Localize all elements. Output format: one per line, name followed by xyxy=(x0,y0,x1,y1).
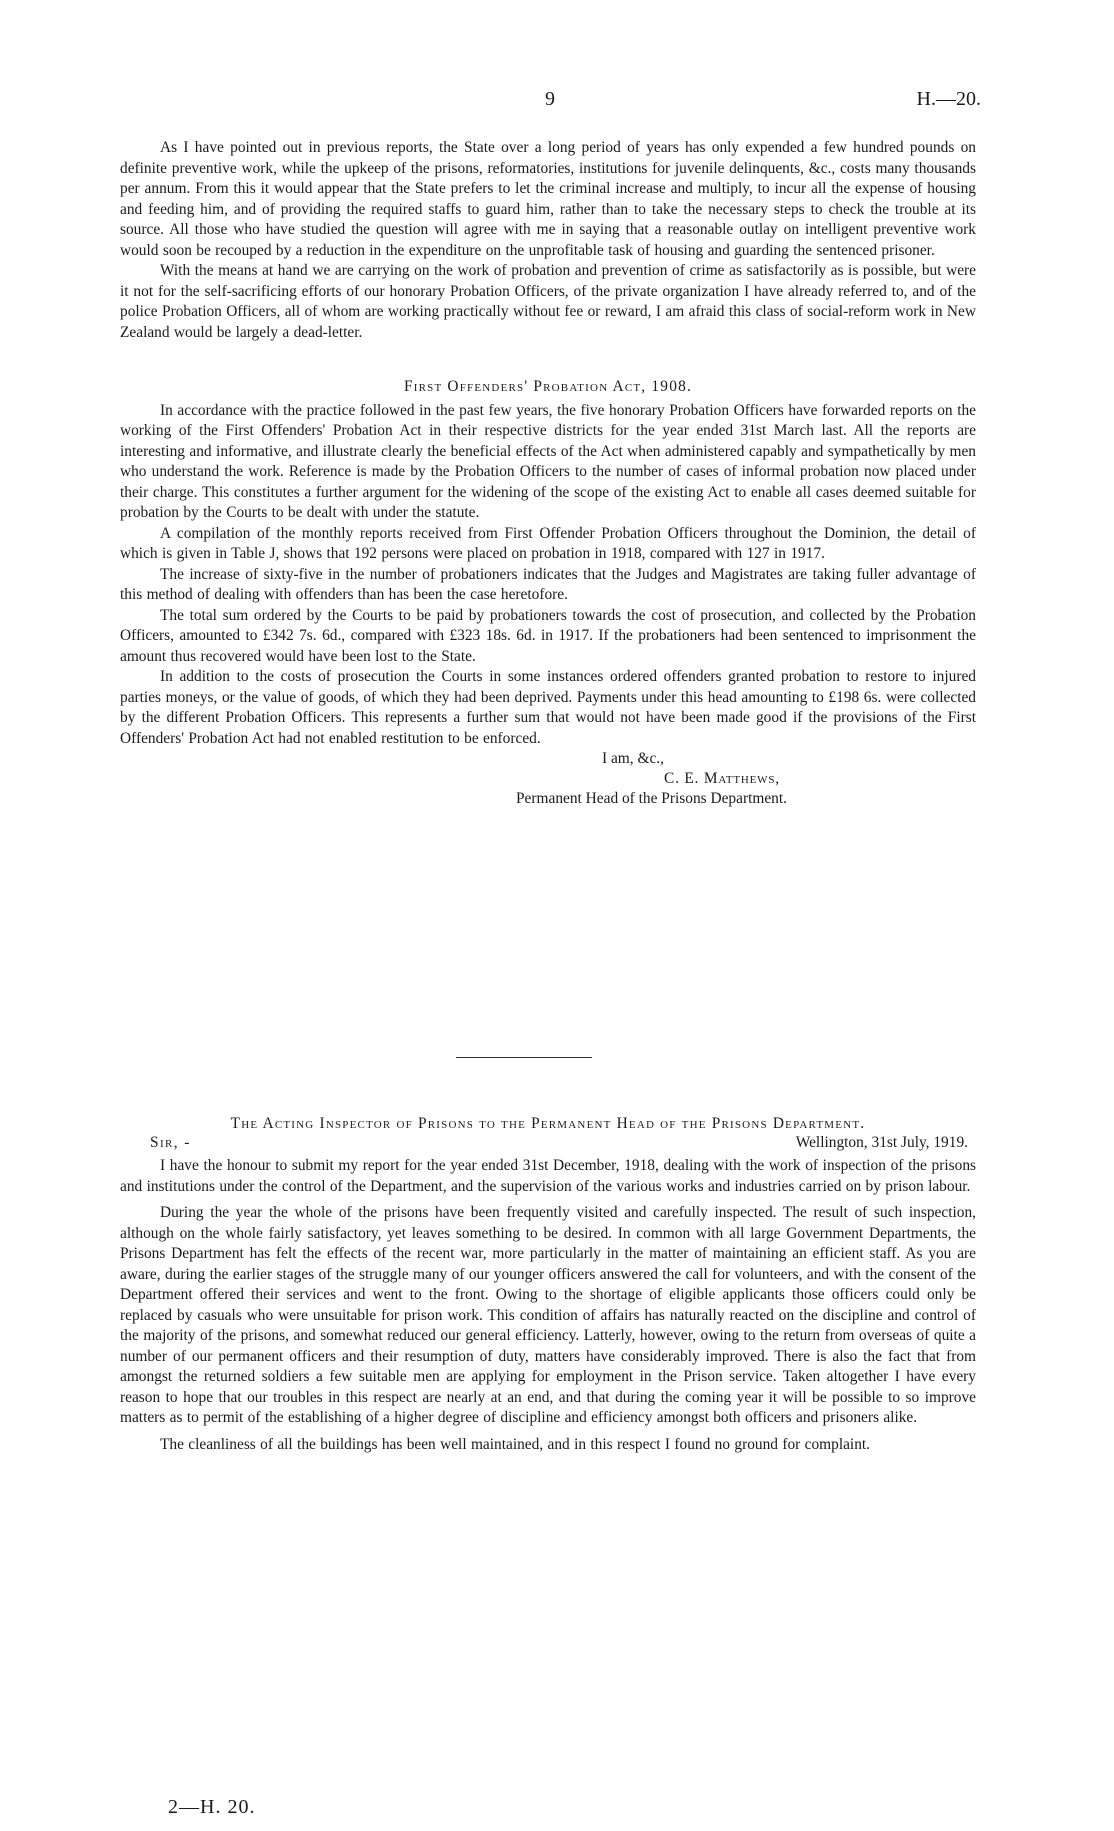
paragraph: I have the honour to submit my report for the year ended 31st December, 1918, dealing with the work of inspection of the prisons and institutions under the control of the Department, and the supervision of the various works and industries carried on by prison labour. xyxy=(120,1157,976,1195)
paragraph: During the year the whole of the prisons have been frequently visited and carefully inspected. The result of such inspection, although on the whole fairly satisfactory, yet leaves something to be desired. In common with all large Government Departments, the Prisons Department has felt the effects of the recent war, more particularly in the matter of maintaining an efficient staff. As you are aware, during the earlier stages of the struggle many of our younger officers answered the call for volunteers, and with the consent of the Department offered their services and went to the front. Owing to the shortage of eligible applicants those officers could only be replaced by casuals who were unsuitable for prison work. This condition of affairs has naturally reacted on the discipline and control of the majority of the prisons, and somewhat reduced our general efficiency. Latterly, however, owing to the return from overseas of quite a number of our permanent officers and their resumption of duty, matters have considerably improved. There is also the fact that from amongst the returned soldiers a few suitable men are applying for employment in the Prison service. Taken altogether I have every reason to hope that our troubles in this respect are nearly at an end, and that during the coming year it will be possible to so improve matters as to permit of the establishing of a higher degree of discipline and efficiency amongst both officers and prisoners alike. xyxy=(120,1204,976,1426)
paragraph: The cleanliness of all the buildings has been well maintained, and in this respect I found no ground for complaint. xyxy=(160,1435,871,1453)
report-section-second xyxy=(120,1134,976,1455)
signature-name: C. E. Matthews, xyxy=(664,770,780,787)
section-heading: First Offenders' Probation Act, 1908. xyxy=(403,378,693,395)
report-section-first xyxy=(120,138,976,809)
paragraph: With the means at hand we are carrying on the work of probation and prevention of crime as satisfactorily as is possible, but were it not for the self-sacrificing efforts of our honorary Probation Officers, of the private organization I have already referred to, and of the police Probation Officers, all of whom are working practically without fee or reward, I am afraid this class of social-reform work in New Zealand would be largely a dead-letter. xyxy=(120,262,976,341)
paragraph: The total sum ordered by the Courts to be paid by probationers towards the cost of prosecution, and collected by the Probation Officers, amounted to £342 7s. 6d., compared with £323 18s. 6d. in 1917. If the probationers had been sentenced to imprisonment the amount thus recovered would have been lost to the State. xyxy=(120,606,976,665)
paragraph: In accordance with the practice followed in the past few years, the five honorary Probation Officers have forwarded reports on the working of the First Offenders' Probation Act in their respective districts for the year ended 31st March last. All the reports are interesting and informative, and illustrate clearly the beneficial effects of the Act when administered capably and sympathetically by men who understand the work. Reference is made by the Probation Officers to the number of cases of informal probation now placed under their charge. This constitutes a further argument for the widening of the scope of the existing Act to enable all cases deemed suitable for probation by the Courts to be dealt with under the statute. xyxy=(120,401,976,521)
signature-mark: 2—H. 20. xyxy=(168,1796,256,1818)
page-number: 9 xyxy=(545,88,555,110)
paragraph: In addition to the costs of prosecution the Courts in some instances ordered offenders granted probation to restore to injured parties moneys, or the value of goods, of which they had been deprived. Payments under this head amounting to £198 6s. were collected by the different Probation Officers. This represents a further sum that would not have been made good if the provisions of the First Offenders' Probation Act had not enabled restitution to be enforced. xyxy=(120,668,976,747)
signature-title: Permanent Head of the Prisons Department. xyxy=(516,790,787,807)
salutation: Sir, - xyxy=(150,1134,191,1151)
section-divider xyxy=(456,1057,592,1058)
page-header xyxy=(0,88,1114,118)
paragraph: The increase of sixty-five in the number of probationers indicates that the Judges and Magistrates are taking fuller advantage of this method of dealing with offenders than has been the case heretofore. xyxy=(120,565,976,603)
signature-block xyxy=(120,749,976,809)
paragraph: As I have pointed out in previous reports, the State over a long period of years has only expended a few hundred pounds on definite preventive work, while the upkeep of the prisons, reformatories, institutions for juvenile delinquents, &c., costs many thousands per annum. From this it would appear that the State prefers to let the criminal increase and multiply, to incur all the expense of housing and feeding him, and of providing the required staffs to guard him, rather than to take the necessary steps to check the trouble at its source. All those who have studied the question will agree with me in saying that a reasonable outlay on intelligent preventive work would soon be recouped by a reduction in the expenditure on the unprofitable task of housing and guarding the sentenced prisoner. xyxy=(120,139,976,259)
salutation-line xyxy=(120,1134,976,1156)
paragraph: A compilation of the monthly reports received from First Offender Probation Officers throughout the Dominion, the detail of which is given in Table J, shows that 192 persons were placed on probation in 1918, compared with 127 in 1917. xyxy=(120,524,976,562)
document-reference: H.—20. xyxy=(916,88,981,110)
report-address-title: The Acting Inspector of Prisons to the Permanent Head of the Prisons Department. xyxy=(230,1115,866,1132)
place-date: Wellington, 31st July, 1919. xyxy=(795,1134,968,1151)
signature-closing: I am, &c., xyxy=(602,750,664,767)
